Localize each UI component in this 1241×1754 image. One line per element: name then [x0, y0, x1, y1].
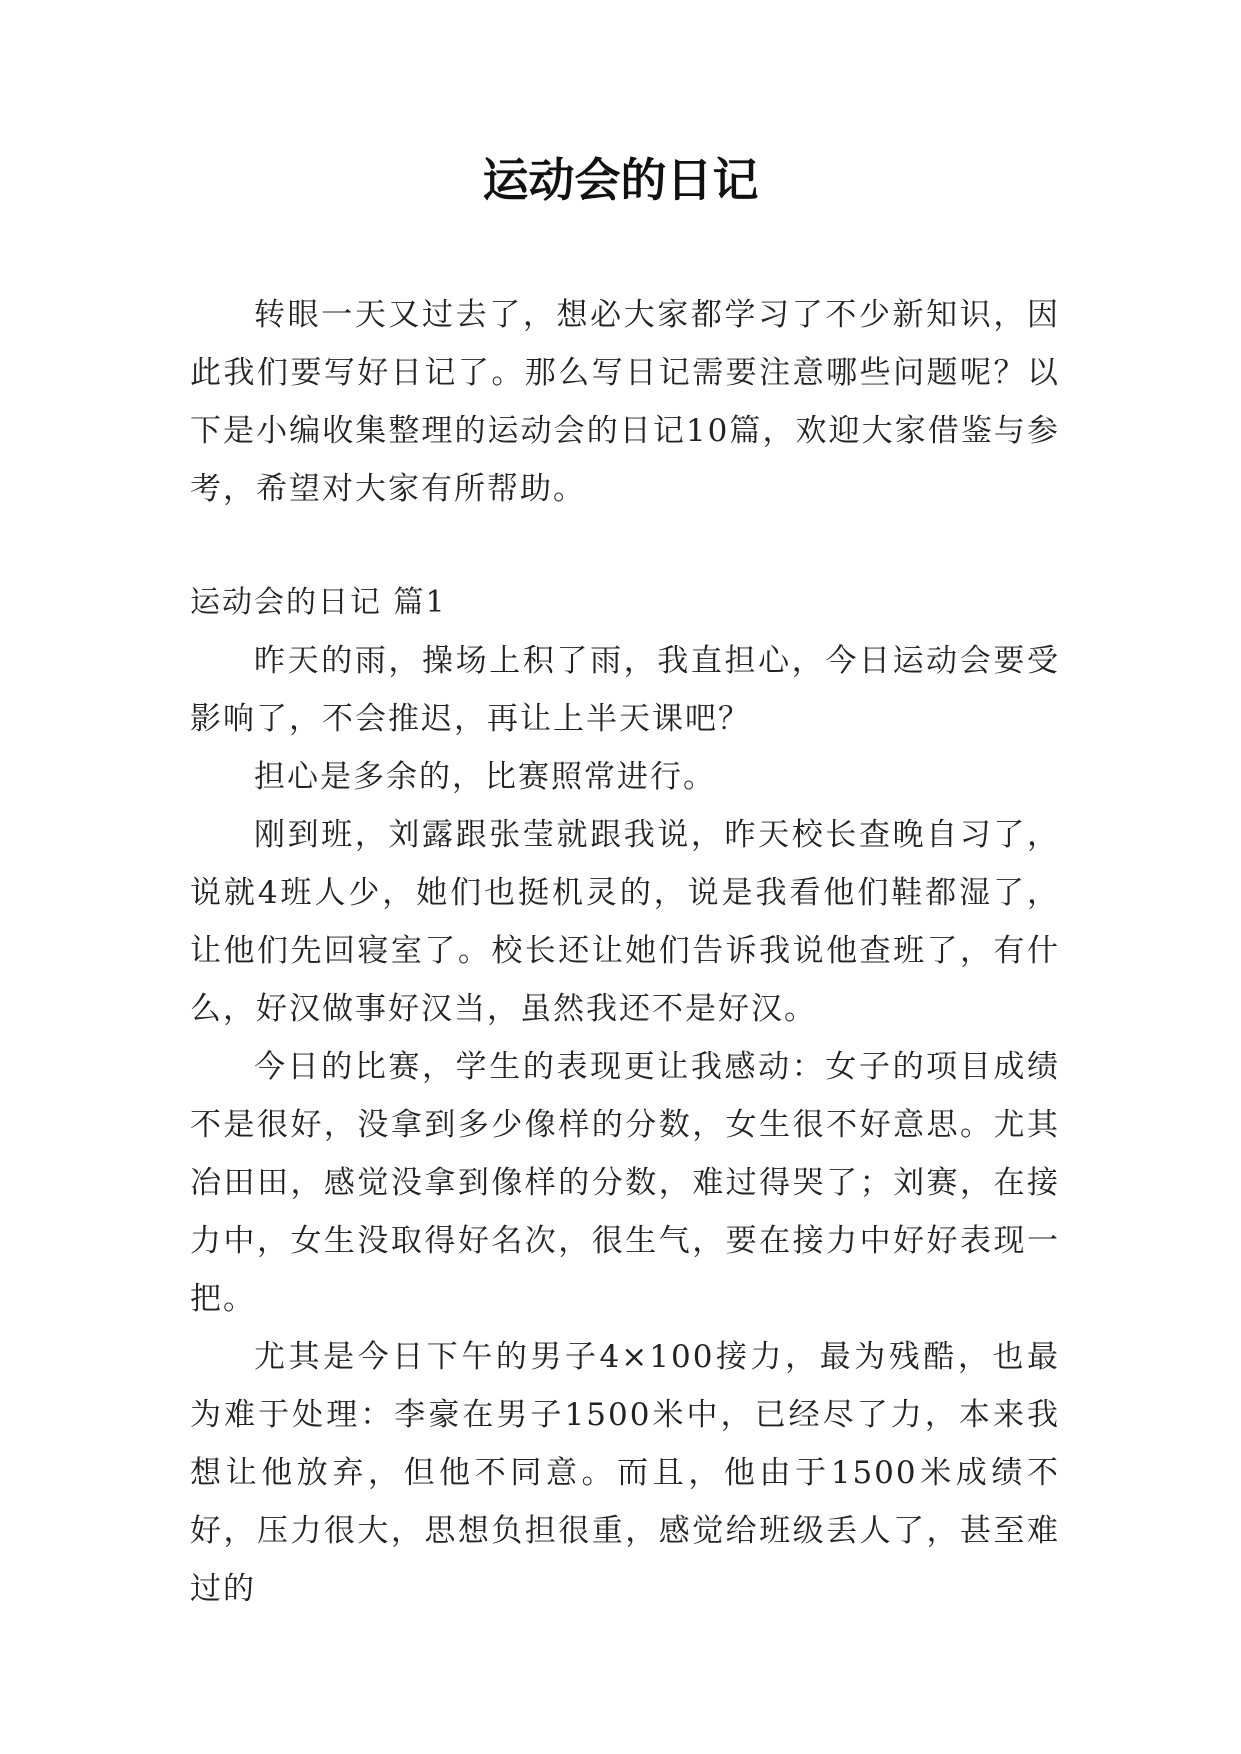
body-paragraph: 昨天的雨，操场上积了雨，我直担心，今日运动会要受影响了，不会推迟，再让上半天课吧？	[190, 643, 1060, 737]
document-title: 运动会的日记	[482, 153, 759, 207]
spacer	[190, 518, 1060, 574]
document-body	[190, 286, 1060, 1618]
body-paragraph: 担心是多余的，比赛照常进行。	[254, 759, 716, 795]
body-paragraph: 尤其是今日下午的男子4×100接力，最为残酷，也最为难于处理：李豪在男子1500米中，已经尽了力，本来我想让他放弃，但他不同意。而且，他由于1500米成绩不好，压力很大，思想负担很重，感觉给班级丢人了，甚至难过的	[190, 1339, 1060, 1607]
body-paragraph: 今日的比赛，学生的表现更让我感动：女子的项目成绩不是很好，没拿到多少像样的分数，女生很不好意思。尤其冶田田，感觉没拿到像样的分数，难过得哭了；刘赛，在接力中，女生没取得好名次，很生气，要在接力中好好表现一把。	[190, 1049, 1060, 1317]
section-heading: 运动会的日记 篇1	[190, 585, 447, 620]
intro-paragraph: 转眼一天又过去了，想必大家都学习了不少新知识，因此我们要写好日记了。那么写日记需要注意哪些问题呢？以下是小编收集整理的运动会的日记10篇，欢迎大家借鉴与参考，希望对大家有所帮助。	[190, 297, 1060, 507]
body-paragraph: 刚到班，刘露跟张莹就跟我说，昨天校长查晚自习了，说就4班人少，她们也挺机灵的，说是我看他们鞋都湿了，让他们先回寝室了。校长还让她们告诉我说他查班了，有什么，好汉做事好汉当，虽然我还不是好汉。	[190, 817, 1060, 1027]
